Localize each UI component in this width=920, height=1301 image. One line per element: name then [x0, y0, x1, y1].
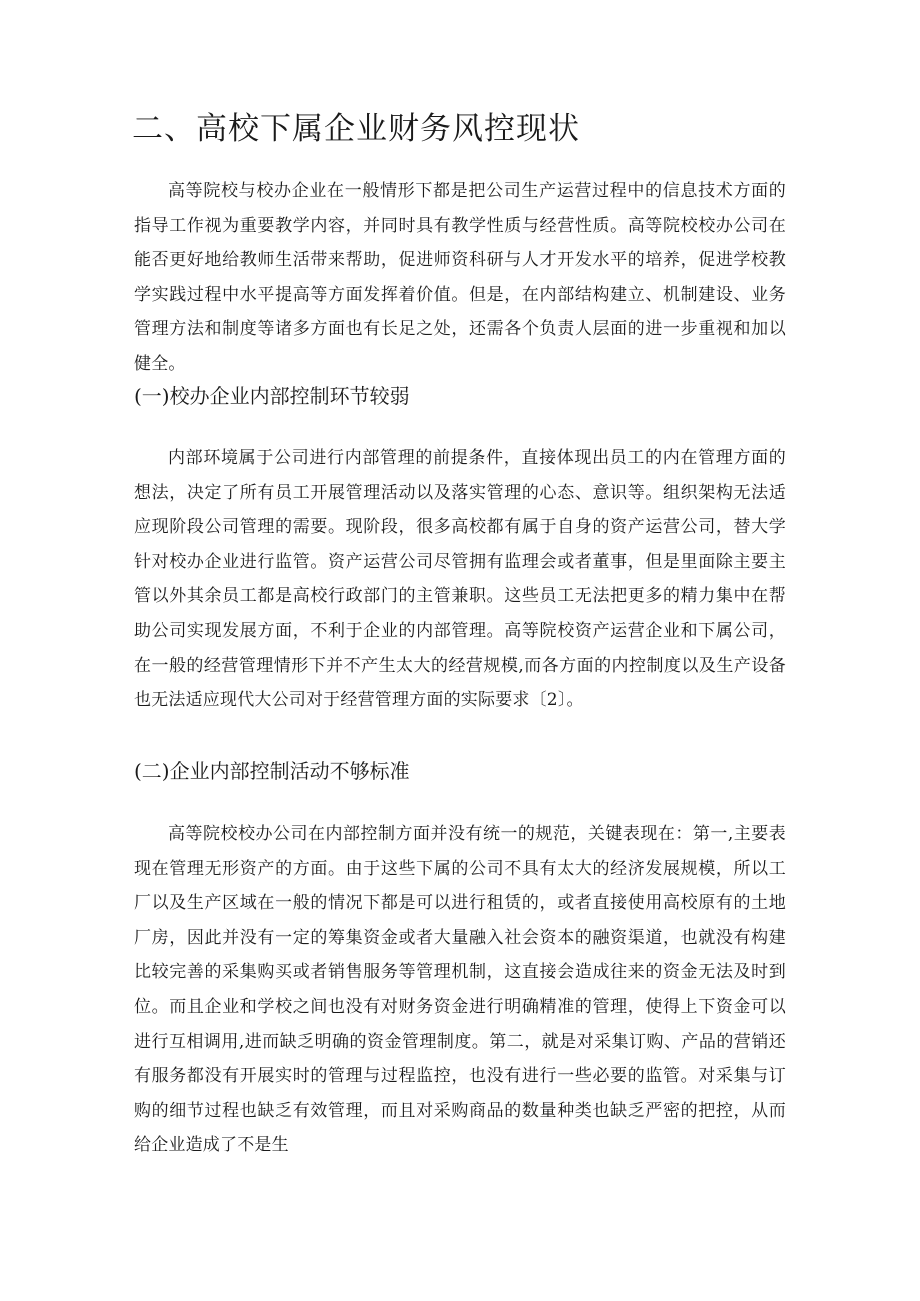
- subsection-heading-2: (二)企业内部控制活动不够标准: [134, 759, 410, 783]
- intro-paragraph: 高等院校与校办企业在一般情形下都是把公司生产运营过程中的信息技术方面的指导工作视为重要教学内容，并同时具有教学性质与经营性质。高等院校校办公司在能否更好地给教师生活带来帮助，促进师资科研与人才开发水平的培养，促进学校教学实践过程中水平提高等方面发挥着价值。但是，在内部结构建立、机制建设、业务管理方法和制度等诸多方面也有长足之处，还需各个负责人层面的进一步重视和加以健全。: [134, 181, 786, 374]
- subsection-body-2: 高等院校校办公司在内部控制方面并没有统一的规范，关键表现在：第一,主要表现在管理无形资产的方面。由于这些下属的公司不具有太大的经济发展规模，所以工厂以及生产区域在一般的情况下都是可以进行租赁的，或者直接使用高校原有的土地厂房，因此并没有一定的筹集资金或者大量融入社会资本的融资渠道，也就没有构建比较完善的采集购买或者销售服务等管理机制，这直接会造成往来的资金无法及时到位。而且企业和学校之间也没有对财务资金进行明确精准的管理，使得上下资金可以进行互相调用,进而缺乏明确的资金管理制度。第二，就是对采集订购、产品的营销还有服务都没有开展实时的管理与过程监控，也没有进行一些必要的监管。对采集与订购的细节过程也缺乏有效管理，而且对采购商品的数量种类也缺乏严密的把控，从而给企业造成了不是生: [134, 824, 786, 1156]
- section-title: 二、高校下属企业财务风控现状: [132, 111, 580, 147]
- subsection-body-1: 内部环境属于公司进行内部管理的前提条件，直接体现出员工的内在管理方面的想法，决定了所有员工开展管理活动以及落实管理的心态、意识等。组织架构无法适应现阶段公司管理的需要。现阶段，很多高校都有属于自身的资产运营公司，替大学针对校办企业进行监管。资产运营公司尽管拥有监理会或者董事，但是里面除主要主管以外其余员工都是高校行政部门的主管兼职。这些员工无法把更多的精力集中在帮助公司实现发展方面，不利于企业的内部管理。高等院校资产运营企业和下属公司，在一般的经营管理情形下并不产生太大的经营规模,而各方面的内控制度以及生产设备也无法适应现代大公司对于经营管理方面的实际要求〔2〕。: [134, 448, 786, 711]
- subsection-heading-1: (一)校办企业内部控制环节较弱: [134, 384, 410, 408]
